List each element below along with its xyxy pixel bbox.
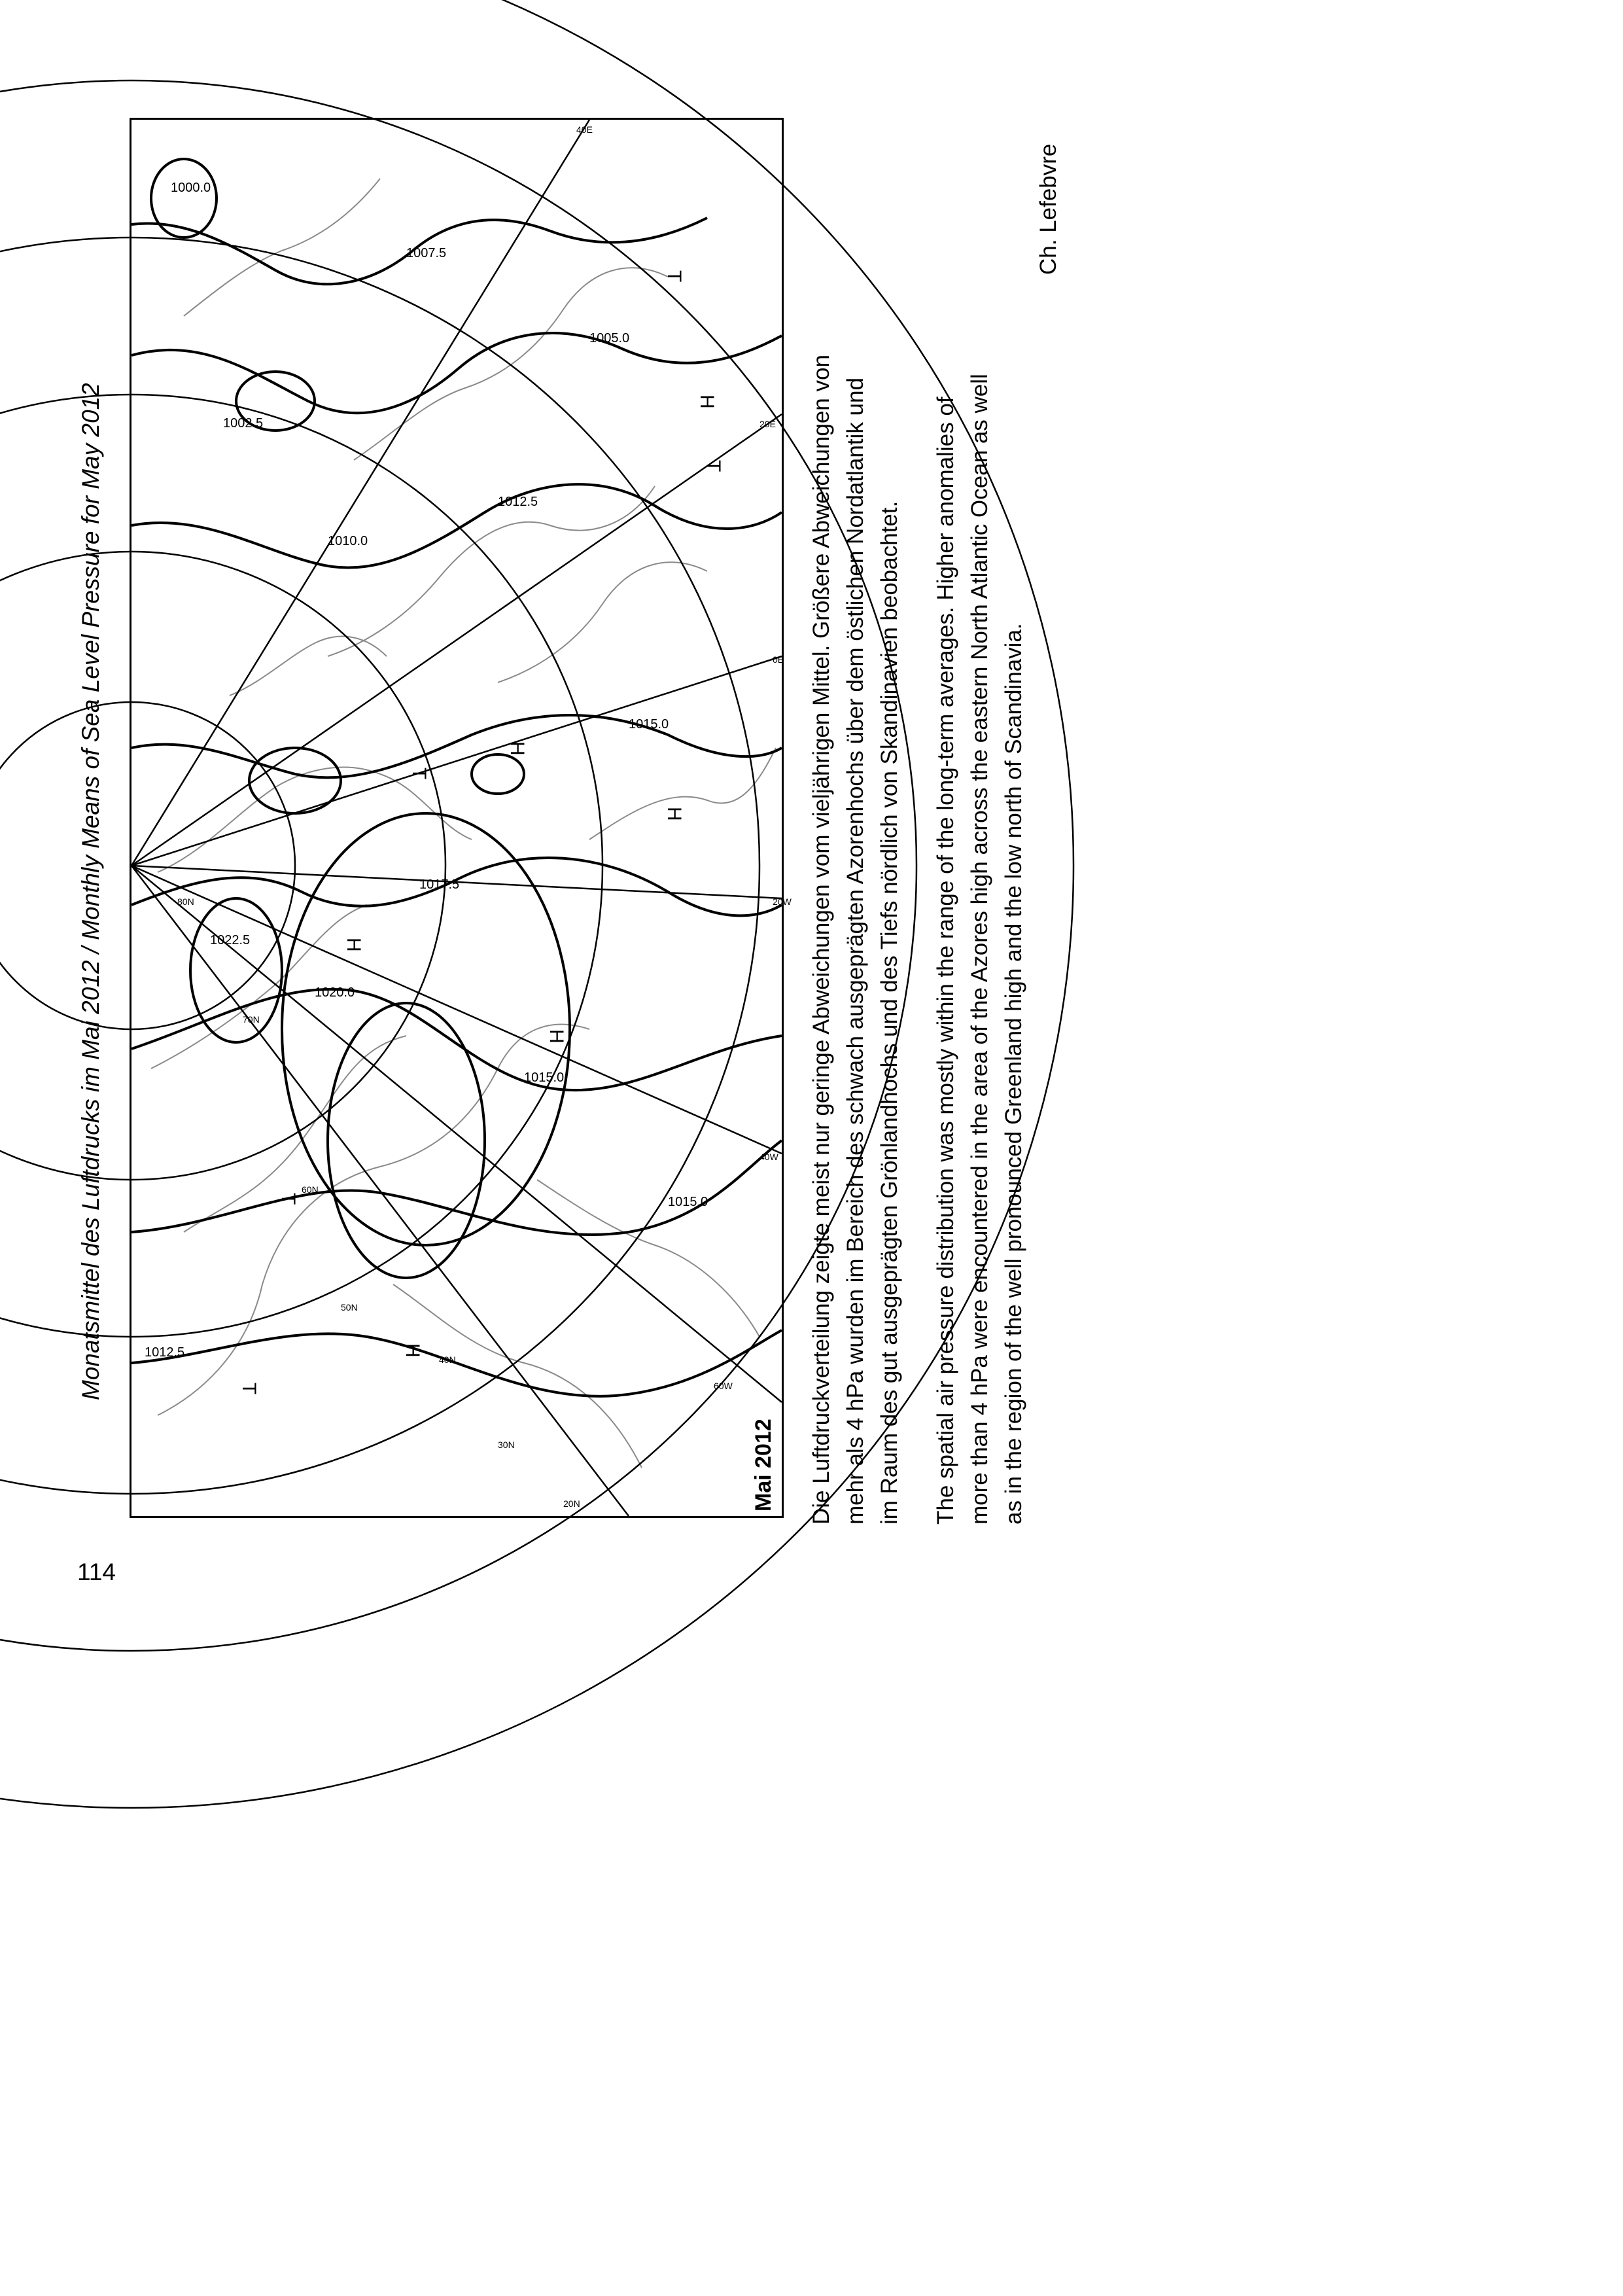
longitude-label: 20E — [759, 419, 776, 429]
high-marker: H — [343, 938, 364, 952]
high-marker: H — [546, 1029, 567, 1044]
isobar-label: 1015.0 — [668, 1195, 708, 1209]
text-line: as in the region of the well pronounced Greenland high and the low north of Scandinavia. — [1001, 623, 1026, 1525]
paragraph-german — [805, 355, 907, 1525]
low-marker: T — [277, 1193, 299, 1205]
isobar-label: 1005.0 — [589, 331, 630, 345]
low-marker: T — [703, 460, 724, 472]
text-line: mehr als 4 hPa wurden im Bereich des schwach ausgeprägten Azorenhochs über dem östlichen Nordatlantik und — [843, 378, 868, 1525]
high-marker: H — [663, 807, 685, 821]
high-marker: H — [402, 1343, 423, 1358]
high-marker: H — [696, 395, 718, 409]
isobar-label: 1010.0 — [328, 534, 368, 548]
author-name: Ch. Lefebvre — [1036, 143, 1061, 275]
isobars — [131, 159, 782, 1396]
text-line: more than 4 hPa were encountered in the area of the Azores high across the eastern North Atlantic Ocean as well — [967, 374, 992, 1525]
isobar-label: 1017.5 — [419, 877, 460, 892]
isobar-label: 1007.5 — [406, 246, 447, 260]
isobar-label: 1022.5 — [210, 933, 251, 947]
latitude-label: 50N — [341, 1302, 358, 1313]
longitude-label: 20W — [773, 896, 792, 907]
map-month-label: Mai 2012 — [751, 1419, 776, 1511]
isobar-label: 1020.0 — [315, 985, 355, 1000]
isobar-label: 1002.5 — [223, 416, 264, 431]
isobar-label: 1012.5 — [145, 1345, 185, 1360]
coastlines — [151, 179, 776, 1468]
low-marker: T — [408, 768, 430, 780]
latitude-label: 60N — [302, 1184, 319, 1195]
latitude-label: 40N — [439, 1354, 456, 1365]
isobar-label: 1015.0 — [629, 717, 669, 732]
low-marker: T — [238, 1383, 260, 1395]
longitude-label: 60W — [714, 1381, 733, 1391]
page-title: Monatsmittel des Luftdrucks im Mai 2012 / Monthly Means of Sea Level Pressure for May 2012 — [77, 383, 104, 1400]
text-line: Die Luftdruckverteilung zeigte meist nur geringe Abweichungen vom vieljährigen Mittel. Größere Abweichungen von — [809, 355, 834, 1525]
isobar-label: 1012.5 — [498, 495, 538, 509]
text-line: im Raum des gut ausgeprägten Grönlandhochs und des Tiefs nördlich von Skandinavien beobachtet. — [877, 501, 902, 1525]
latitude-label: 30N — [498, 1439, 515, 1450]
isobar-label: 1000.0 — [171, 181, 211, 195]
text-line: The spatial air pressure distribution was mostly within the range of the long-term averages. Higher anomalies of — [933, 397, 958, 1525]
pressure-map — [130, 118, 792, 1518]
longitude-label: 0E — [773, 654, 784, 665]
latitude-label: 80N — [177, 896, 194, 907]
paragraph-english — [929, 374, 1031, 1525]
latitude-label: 70N — [243, 1014, 260, 1025]
isobar-label: 1015.0 — [524, 1070, 565, 1085]
longitude-label: 40E — [576, 124, 593, 135]
page-number: 114 — [77, 1559, 116, 1585]
high-marker: H — [506, 741, 528, 756]
latitude-label: 20N — [563, 1498, 580, 1509]
longitude-label: 40W — [759, 1152, 778, 1162]
low-marker: T — [663, 270, 685, 283]
